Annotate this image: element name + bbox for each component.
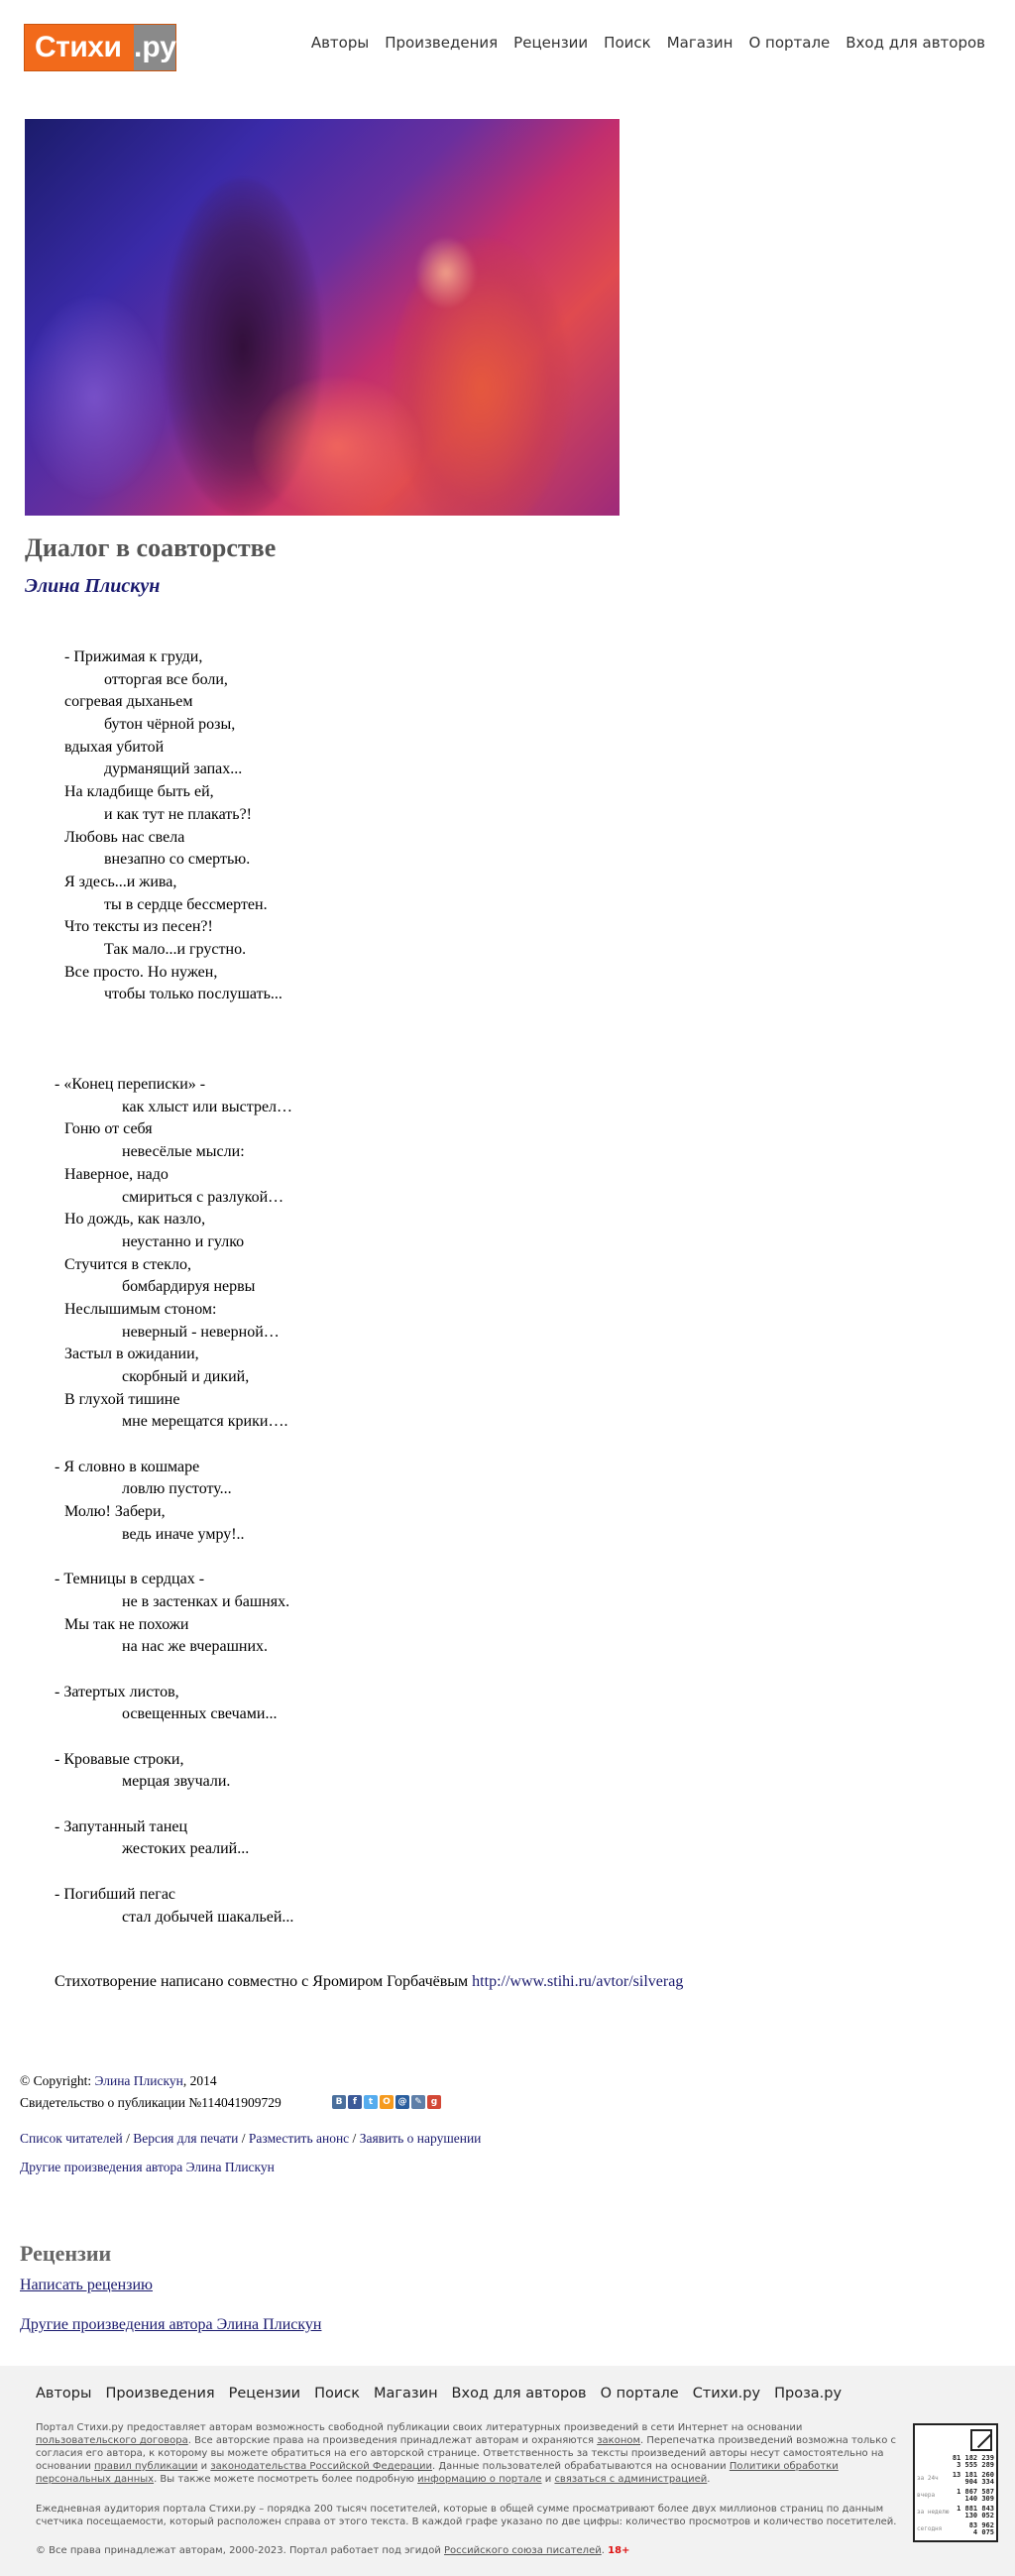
counter-row [917,2522,994,2535]
counter-label: за неделю [917,2509,950,2516]
poem-line: и как тут не плакать?! [104,805,252,823]
counter-value: 13 181 260 [952,2471,994,2479]
poem-line: ведь иначе умру!.. [122,1525,245,1543]
poem-line: Неслышимым стоном: [64,1300,217,1318]
counter-label: вчера [917,2492,936,2499]
poem-line: невесёлые мысли: [122,1143,245,1161]
copyright [20,2073,217,2089]
footer-audience-text: Ежедневная аудитория портала Стихи.ру – порядка 200 тысяч посетителей, которые в общей сумме просматривают более двух миллионов страниц по данным счетчика посещаемости, который расположен справа от этого текста. В каждой графе указано по две цифры: количество просмотров и количество посетителей. [36,2504,897,2527]
poem-line [55,1861,808,1884]
reviews-other-works-link[interactable]: Другие произведения автора Элина Плискун [20,2316,322,2333]
counter-label: за 24ч [917,2475,939,2482]
livejournal-icon[interactable]: ✎ [411,2095,425,2109]
copyright-year: , 2014 [182,2073,217,2088]
site-logo[interactable] [24,24,176,71]
poem-line: смириться с разлукой… [122,1188,284,1206]
footer-copyright-text: © Все права принадлежат авторам, 2000-2023. Портал работает под эгидой [36,2545,445,2556]
mail-icon[interactable]: @ [395,2095,409,2109]
poem-line: - Прижимая к груди, [64,648,203,665]
counter-label: сегодня [917,2525,943,2532]
counter-arrow-icon [970,2429,992,2451]
poem-line: не в застенках и башнях. [122,1592,290,1610]
work-links [20,2131,481,2147]
footer-nav-item[interactable]: О портале [600,2386,679,2401]
poem-line: Молю! Забери, [64,1503,166,1521]
footer-text: . Перепечатка произведений возможна только с согласия его автора, к которому вы можете обратиться на его авторской странице. Ответственность за тексты произведений авторы несут самостоятельно на основании [36,2435,897,2472]
share-buttons [332,2095,441,2109]
footer-text: . [707,2474,711,2485]
footer-legal-text [36,2421,900,2486]
post-announcement-link[interactable]: Разместить анонс [248,2131,350,2146]
age-rating: 18+ [608,2545,630,2556]
poem-line: освещенных свечами... [122,1705,278,1723]
counter-value: 81 182 239 [952,2454,994,2462]
footer-text: Портал Стихи.ру предоставляет авторам возможность свободной публикации своих литературных произведений в сети Интернет на основании [36,2422,803,2433]
facebook-icon[interactable]: f [348,2095,362,2109]
footer-text: . Данные пользователей обрабатываются на основании [432,2461,730,2472]
poem-line: ты в сердце бессмертен. [104,895,268,913]
odnoklassniki-icon[interactable]: О [380,2095,394,2109]
poem-line: Но дождь, как назло, [64,1211,206,1229]
readers-list-link[interactable]: Список читателей [20,2131,123,2146]
poem-line: мне мерещатся крики…. [122,1413,288,1431]
poem-line: вдыхая убитой [64,738,165,756]
counter-value: 904 334 [964,2478,994,2486]
counter-row [917,2506,994,2518]
poem-line: - «Конец переписки» - [55,1076,206,1094]
poem-line [55,1029,808,1052]
poem-line: - Затертых листов, [55,1683,179,1700]
poem-line: Застыл в ожидании, [64,1346,199,1363]
footer-link[interactable]: информацию о портале [417,2474,542,2485]
nav-search[interactable]: Поиск [604,34,651,52]
separator: / [349,2131,360,2146]
writers-union-link[interactable]: Российского союза писателей [444,2545,602,2556]
poem-line: неустанно и гулко [122,1232,245,1250]
poem-line: как хлыст или выстрел… [122,1098,293,1115]
separator: / [238,2131,249,2146]
poem-line [55,1794,808,1816]
footer-copyright-suffix: . [601,2545,605,2556]
nav-shop[interactable]: Магазин [666,34,733,52]
counter-value: 83 962 [968,2521,994,2529]
poem-line: неверный - неверной… [122,1323,280,1341]
top-navigation [311,34,985,52]
publication-certificate: Свидетельство о публикации №114041909729 [20,2095,282,2110]
other-works-link[interactable]: Другие произведения автора Элина Плискун [20,2160,275,2174]
counter-row [917,2489,994,2502]
poem-line: дурманящий запах... [104,761,243,778]
googleplus-icon[interactable]: g [427,2095,441,2109]
footer-link[interactable]: законодательства Российской Федерации [210,2461,433,2472]
poem-line: - Темницы в сердцах - [55,1571,205,1588]
copyright-author-link[interactable]: Элина Плискун [94,2073,183,2088]
footer-navigation [36,2386,842,2401]
poem-line: Стучится в стекло, [64,1255,192,1273]
footer-nav-item[interactable]: Проза.ру [774,2386,843,2401]
footer-nav-item[interactable]: Произведения [105,2386,215,2401]
counter-value: 140 309 [964,2495,994,2503]
other-works [20,2160,275,2175]
print-version-link[interactable]: Версия для печати [133,2131,239,2146]
nav-works[interactable]: Произведения [385,34,499,52]
poem-line: Все просто. Но нужен, [64,963,218,981]
footer-nav-item[interactable]: Поиск [314,2386,361,2401]
copyright-prefix: © Copyright: [20,2073,92,2088]
footer-copyright [36,2544,900,2557]
poem-line: мерцая звучали. [122,1773,231,1791]
poem-line: Гоню от себя [64,1120,153,1138]
poem-line [55,1434,808,1457]
poem-line: ловлю пустоту... [122,1480,232,1498]
footer-nav-item[interactable]: Магазин [374,2386,438,2401]
coauthor-note-text: Стихотворение написано совместно с Яромиром Горбачёвым [55,1973,469,1990]
poem-photo [25,119,620,516]
poem-line: Что тексты из песен?! [64,918,213,936]
poem-line: В глухой тишине [64,1390,180,1408]
poem-line: стал добычей шакальей... [122,1908,294,1926]
poem-line: - Погибший пегас [55,1885,176,1903]
footer-link[interactable]: Политики обработки персональных данных [36,2461,839,2485]
footer-link[interactable]: связаться с администрацией [554,2474,708,2485]
footer-nav-item[interactable]: Стихи.ру [692,2386,761,2401]
poem-line: на нас же вчерашних. [122,1638,269,1656]
site-footer [0,2366,1015,2576]
logo-text: Стихи [35,31,122,63]
poem-line: отторгая все боли, [104,670,228,688]
poem-line [55,1051,808,1074]
twitter-icon[interactable]: t [364,2095,378,2109]
nav-login[interactable]: Вход для авторов [846,34,985,52]
poem-line [55,1547,808,1570]
footer-nav-item[interactable]: Рецензии [228,2386,301,2401]
nav-authors[interactable]: Авторы [310,34,370,52]
poem-line: согревая дыханьем [64,693,193,711]
footer-text: . Вы также можете посмотреть более подробную [154,2474,418,2485]
counter-value: 1 881 843 [957,2505,994,2513]
counter-value: 1 867 587 [957,2488,994,2496]
footer-text: . Все авторские права на произведения принадлежат авторам и охраняются [187,2435,598,2446]
poem-line: Я здесь...и жива, [64,873,177,890]
site-header [0,0,1015,95]
nav-about[interactable]: О портале [748,34,831,52]
poem-line: - Запутанный танец [55,1817,188,1835]
poem-text [55,646,808,1929]
poem-line: жестоких реалий... [122,1840,250,1858]
poem-line: Так мало...и грустно. [104,940,247,958]
report-violation-link[interactable]: Заявить о нарушении [359,2131,482,2146]
separator: / [122,2131,134,2146]
poem-line [55,1659,808,1682]
footer-link[interactable]: правил публикации [94,2461,198,2472]
reviews-heading: Рецензии [20,2241,112,2266]
footer-link[interactable]: пользовательского договора [36,2435,188,2446]
counter-value: 130 052 [964,2512,994,2519]
poem-line: Наверное, надо [64,1165,169,1183]
logo-tail-text: .ру [134,31,176,63]
visitor-counter[interactable] [913,2423,998,2542]
poem-line: - Кровавые строки, [55,1750,184,1768]
footer-nav-item[interactable]: Авторы [36,2386,92,2401]
poem-line: Любовь нас свела [64,828,185,846]
nav-reviews[interactable]: Рецензии [513,34,589,52]
counter-value: 4 075 [972,2528,994,2536]
counter-row [917,2472,994,2485]
poem-author-link[interactable]: Элина Плискун [25,575,161,597]
vkontakte-icon[interactable]: В [332,2095,346,2109]
poem-line: скорбный и дикий, [122,1368,250,1385]
poem-line [55,1006,808,1029]
poem-line: На кладбище быть ей, [64,783,214,801]
poem-title: Диалог в соавторстве [25,533,277,562]
logo-tail [134,25,175,70]
coauthor-link[interactable]: http://www.stihi.ru/avtor/silverag [472,1973,684,1990]
poem-line: Мы так не похожи [64,1615,189,1633]
poem-line [55,1726,808,1749]
footer-text: и [541,2474,555,2485]
coauthor-note [55,1973,683,1991]
poem-line: бомбардируя нервы [122,1278,256,1296]
footer-link[interactable]: законом [597,2435,641,2446]
poem-line: - Я словно в кошмаре [55,1458,200,1475]
poem-line: бутон чёрной розы, [104,716,236,734]
poem-line: внезапно со смертью. [104,851,251,869]
footer-nav-item[interactable]: Вход для авторов [451,2386,587,2401]
counter-row [917,2455,994,2468]
counter-value: 3 555 289 [957,2461,994,2469]
poem-line: чтобы только послушать... [104,986,282,1003]
footer-text: и [197,2461,211,2472]
write-review-link[interactable]: Написать рецензию [20,2277,154,2293]
